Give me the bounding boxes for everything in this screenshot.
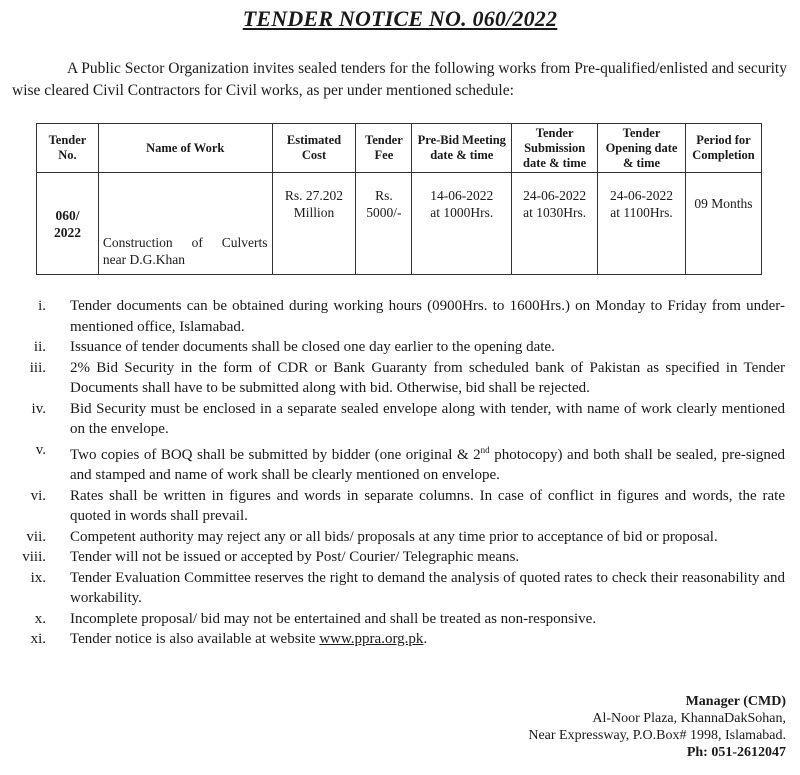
list-item: i. Tender documents can be obtained during working hours (0900Hrs. to 1600Hrs.) on Monday to Friday from under- mentioned office, Islamabad. (38, 298, 785, 335)
header-opening: Tender Opening date & time (598, 124, 686, 173)
phone-number: Ph: 051-2612047 (686, 745, 786, 760)
list-item: viii. Tender will not be issued or accepted by Post/ Courier/ Telegraphic means. (22, 549, 520, 565)
list-item: xi. Tender notice is also available at website www.ppra.org.pk. (30, 631, 428, 647)
header-tender-fee: Tender Fee (356, 124, 412, 173)
cell-period: 09 Months (685, 173, 761, 275)
header-period: Period for Completion (685, 124, 761, 173)
list-item: ii. Issuance of tender documents shall be closed one day earlier to the opening date. (33, 339, 555, 355)
address-line-1: Al-Noor Plaza, KhannaDakSohan, (592, 711, 786, 726)
signatory-designation: Manager (CMD) (685, 694, 786, 709)
page-title: TENDER NOTICE NO. 060/2022 (242, 6, 558, 31)
ppra-website-link[interactable]: www.ppra.org.pk (319, 631, 424, 647)
header-name-of-work: Name of Work (98, 124, 272, 173)
cell-opening: 24-06-2022 at 1100Hrs. (598, 173, 686, 275)
header-tender-no: Tender No. (37, 124, 99, 173)
intro-paragraph: A Public Sector Organization invites sealed tenders for the following works from Pre-qualified/enlisted and security wise cleared Civil Contractors for Civil works, as per under mentioned schedule: (12, 60, 787, 99)
terms-list (0, 296, 785, 650)
cell-estimated-cost: Rs. 27.202 Million (272, 173, 356, 275)
header-pre-bid: Pre-Bid Meeting date & time (412, 124, 512, 173)
cell-tender-fee: Rs. 5000/- (356, 173, 412, 275)
address-line-2: Near Expressway, P.O.Box# 1998, Islamabad. (528, 728, 786, 743)
table-header-row (37, 124, 762, 173)
list-item: vii. Competent authority may reject any or all bids/ proposals at any time prior to acceptance of bid or proposal. (26, 528, 718, 545)
list-item: iv. Bid Security must be enclosed in a separate sealed envelope along with tender, with name of work clearly mentioned on the envelope. (31, 400, 785, 437)
cell-tender-no: 060/ 2022 (37, 173, 99, 275)
cell-submission: 24-06-2022 at 1030Hrs. (512, 173, 598, 275)
list-item: x. Incomplete proposal/ bid may not be entertained and shall be treated as non-responsive. (34, 610, 597, 627)
list-item: vi. Rates shall be written in figures and words in separate columns. In case of conflict in figures and words, the rate quoted in words shall prevail. (30, 487, 785, 524)
list-item: v. Two copies of BOQ shall be submitted by bidder (one original & 2nd photocopy) and both shall be sealed, pre-signed and stamped and name of work shall be clearly mentioned on envelope. (35, 441, 786, 483)
table-row (37, 173, 762, 275)
header-estimated-cost: Estimated Cost (272, 124, 356, 173)
list-item: iii. 2% Bid Security in the form of CDR or Bank Guaranty from scheduled bank of Pakistan as specified in Tender Documents shall have to be submitted along with bid. Otherwise, bid shall be rejected. (29, 359, 785, 396)
list-item: ix. Tender Evaluation Committee reserves the right to demand the analysis of quoted rates to check their reasonability and workability. (30, 569, 785, 606)
cell-pre-bid: 14-06-2022 at 1000Hrs. (412, 173, 512, 275)
cell-name-of-work: Construction of Culverts near D.G.Khan (98, 173, 272, 275)
signature-block (528, 693, 786, 761)
tender-schedule-table (36, 123, 762, 275)
header-submission: Tender Submission date & time (512, 124, 598, 173)
